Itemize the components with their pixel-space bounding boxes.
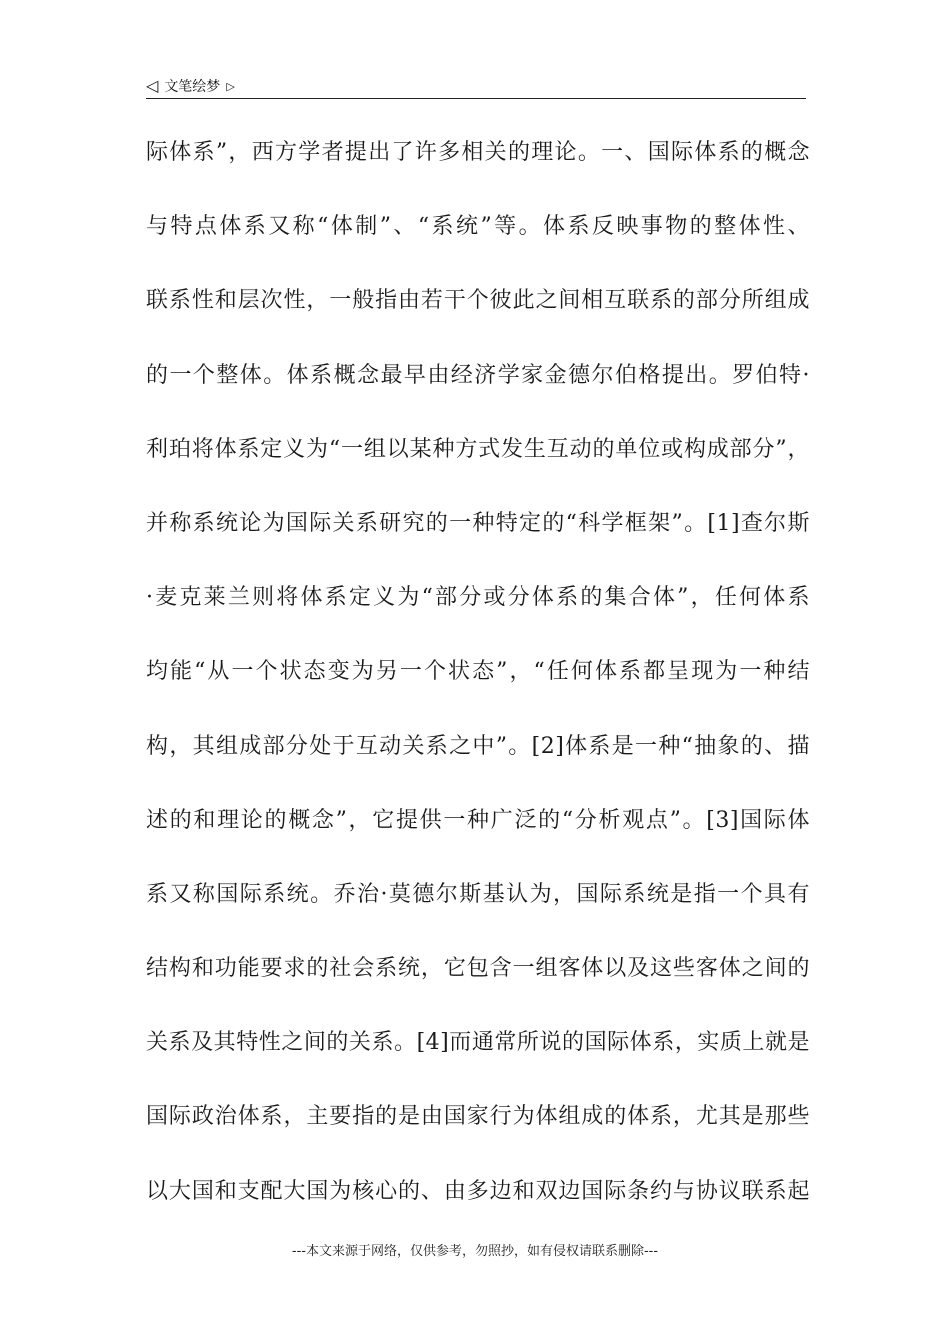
text-line: 系又称国际系统。乔治·莫德尔斯基认为，国际系统是指一个具有 [146,881,810,907]
left-triangle-icon: ◁ [146,76,159,95]
text-line: 述的和理论的概念”，它提供一种广泛的“分析观点”。[3]国际体 [146,807,810,833]
page-header [146,74,806,98]
text-line: 构，其组成部分处于互动关系之中”。[2]体系是一种“抽象的、描 [146,733,810,759]
body-text [146,130,810,1243]
footer-notice: ---本文来源于网络，仅供参考，勿照抄，如有侵权请联系删除--- [291,1244,659,1259]
text-line: 关系及其特性之间的关系。[4]而通常所说的国际体系，实质上就是 [146,1030,810,1056]
right-triangle-icon: ▷ [226,79,235,93]
text-line: 的一个整体。体系概念最早由经济学家金德尔伯格提出。罗伯特· [146,362,810,388]
text-line: 结构和功能要求的社会系统，它包含一组客体以及这些客体之间的 [146,956,810,982]
text-line: 与特点体系又称“体制”、“系统”等。体系反映事物的整体性、 [146,214,810,240]
header-title: 文笔绘梦 [164,79,221,95]
text-line: 以大国和支配大国为核心的、由多边和双边国际条约与协议联系起 [146,1178,810,1204]
text-line: 均能“从一个状态变为另一个状态”，“任何体系都呈现为一种结 [146,659,810,685]
header-divider [146,98,806,99]
text-line: 并称系统论为国际关系研究的一种特定的“科学框架”。[1]查尔斯 [146,510,810,536]
text-line: 际体系”，西方学者提出了许多相关的理论。一、国际体系的概念 [146,140,810,165]
text-line: 利珀将体系定义为“一组以某种方式发生互动的单位或构成部分”， [146,436,810,462]
text-line: 联系性和层次性，一般指由若干个彼此之间相互联系的部分所组成 [146,288,810,314]
text-line: ·麦克莱兰则将体系定义为“部分或分体系的集合体”，任何体系 [146,585,810,611]
text-line: 国际政治体系，主要指的是由国家行为体组成的体系，尤其是那些 [146,1104,810,1130]
